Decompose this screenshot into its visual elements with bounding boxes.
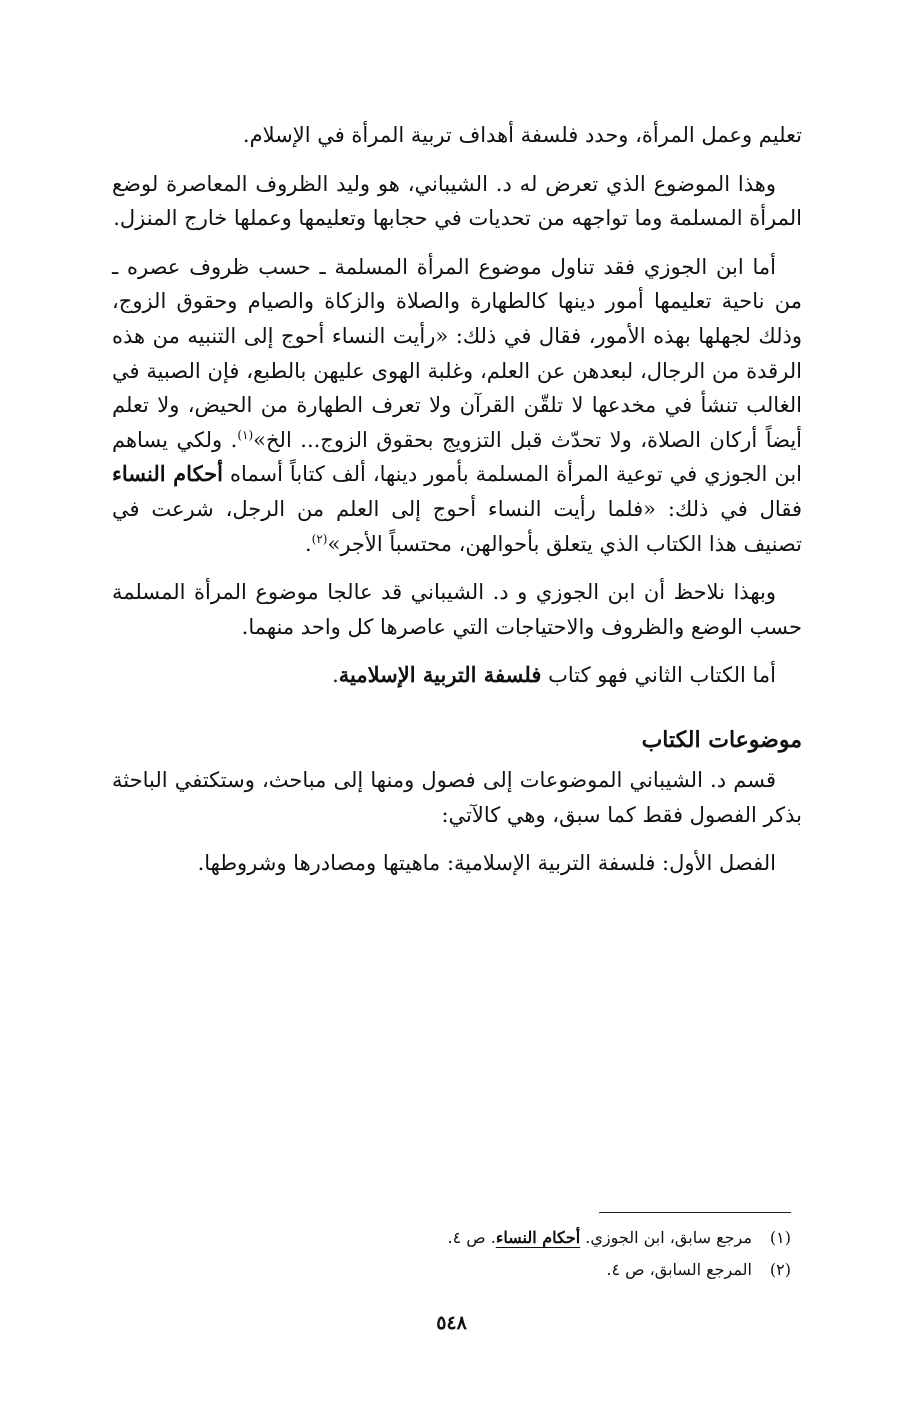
paragraph-comparison: وبهذا نلاحظ أن ابن الجوزي و د. الشيباني قد عالجا موضوع المرأة المسلمة حسب الوضع والظروف والاحتياجات التي عاصرها كل واحد منهما. — [112, 580, 802, 639]
footnote-text: . ص ٤. — [447, 1228, 496, 1247]
page-number: ٥٤٨ — [436, 1312, 467, 1334]
page-body — [112, 118, 802, 881]
footnote-ref-2: (٢) — [311, 531, 328, 546]
paragraph-second-book — [112, 658, 802, 693]
paragraph-shaybani: وهذا الموضوع الذي تعرض له د. الشيباني، هو وليد الظروف المعاصرة لوضع المرأة المسلمة وما تواجهه من تحديات في حجابها وتعليمها وعملها خارج المنزل. — [112, 171, 802, 231]
text-segment: . — [304, 531, 312, 556]
paragraph-chapters: قسم د. الشيباني الموضوعات إلى فصول ومنها إلى مباحث، وستكتفي الباحثة بذكر الفصول فقط كما سبق، وهي كالآتي: — [112, 767, 802, 827]
quote-text: أما ابن الجوزي فقد تناول موضوع المرأة المسلمة ـ حسب ظروف عصره ـ من ناحية تعليمها أمور دينها كالطهارة والصلاة والزكاة والصيام وحقوق الزوج، وذلك لجهلها بهذه الأمور، فقال في ذلك: «رأيت النساء أحوج إلى التنبيه من هذه الرقدة من الرجال، لبعدهن عن العلم، وغلبة الهوى عليهن بالطبع، فإن الصبية في الغالب تنشأ في مخدعها لا تلقّن القرآن ولا تعرف الطهارة من الحيض، ولا تعلم أيضاً أركان الصلاة، ولا تحدّث قبل التزويج بحقوق الزوج... الخ» — [112, 254, 803, 452]
footnote-2 — [191, 1254, 791, 1286]
footnote-divider — [599, 1212, 791, 1213]
text-segment: أما الكتاب الثاني فهو كتاب — [548, 663, 776, 688]
footnote-text: مرجع سابق، ابن الجوزي. — [585, 1228, 752, 1247]
book-title: أحكام النساء — [112, 461, 223, 487]
paragraph-intro: تعليم وعمل المرأة، وحدد فلسفة أهداف تربية المرأة في الإسلام. — [242, 123, 802, 147]
footnote-book-title: أحكام النساء — [495, 1228, 581, 1247]
text-segment: . — [332, 663, 339, 688]
text-segment: . ولكي يساهم ابن الجوزي في توعية المرأة المسلمة بأمور دينها، ألف كتاباً أسماه — [112, 427, 802, 487]
footnote-text: المرجع السابق، ص ٤. — [606, 1260, 752, 1279]
paragraph-ibn-aljawzi — [112, 250, 802, 561]
footnotes — [191, 1222, 791, 1286]
book-title: فلسفة التربية الإسلامية — [338, 662, 542, 688]
quote-text: فقال في ذلك: «فلما رأيت النساء أحوج إلى العلم من الرجل، شرعت في تصنيف هذا الكتاب الذي يتعلق بأحوالهن، محتسباً الأجر» — [112, 496, 802, 556]
footnote-number: (١) — [769, 1228, 791, 1247]
footnote-number: (٢) — [769, 1260, 791, 1279]
paragraph-chapter-one: الفصل الأول: فلسفة التربية الإسلامية: ماهيتها ومصادرها وشروطها. — [197, 851, 776, 876]
section-heading: موضوعات الكتاب — [641, 726, 802, 753]
footnote-ref-1: (١) — [237, 427, 254, 442]
footnote-1 — [191, 1222, 791, 1254]
